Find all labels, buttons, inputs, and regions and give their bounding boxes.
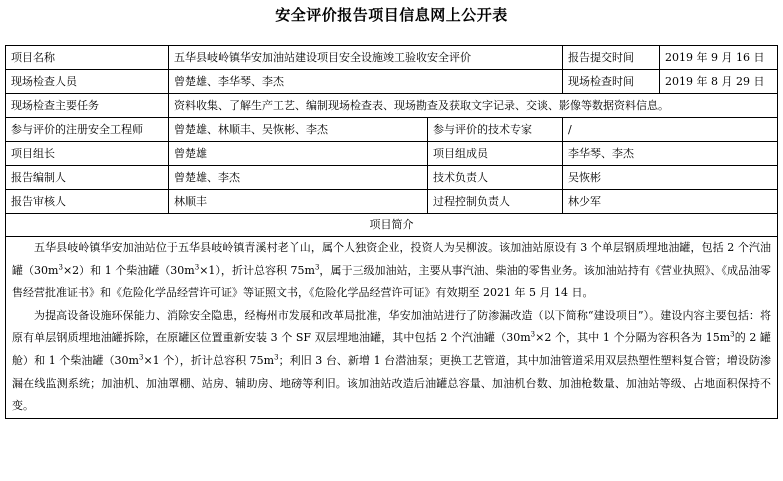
reviewer-value: 林顺丰 [169,190,428,214]
author-label: 报告编制人 [6,166,169,190]
text-run: 的 2 罐舱）和 1 个柴油罐（30m [12,331,771,367]
process-label: 过程控制负责人 [428,190,563,214]
table-row [6,142,783,166]
superscript: 3 [314,262,320,271]
inspect-time-label: 现场检查时间 [563,70,660,94]
engineers-label: 参与评价的注册安全工程师 [6,118,169,142]
text-run: ，属于三级加油站，主要从事汽油、柴油的零售业务。该加油站持有《营业执照》、《成品油零售经营批准证书》和《危险化学品经营许可证》等证照文书，《危险化学品经营许可证》有效期至 2021 年 5 月 14 日。 [12,263,772,300]
text-run: 为提高设备设施环保能力、消除安全隐患，经梅州市发展和改革局批准，华安加油站进行了防渗漏改造（以下简称“建设项目”）。建设内容主要包括：将原有单层钢质埋地油罐拆除，在原罐区位置重新安装 3 个 SF 双层埋地油罐，其中包括 2 个汽油罐（30m [12,308,771,345]
text-run: ；利旧 3 台、新增 1 台潜油泵；更换工艺管道，其中加油管道采用双层热塑性塑料复合管；增设防渗漏在线监测系统；加油机、加油罩棚、站房、辅助房、地磅等利旧。该加油站改造后油罐总容量、加油机台数、加油枪数量、加油站等级、占地面积保持不变。 [12,353,772,413]
intro-paragraph [6,237,777,305]
submit-time-value: 2019 年 9 月 16 日 [660,46,778,70]
members-label: 项目组成员 [428,142,563,166]
experts-label: 参与评价的技术专家 [428,118,563,142]
table-row [6,46,783,70]
reviewer-label: 报告审核人 [6,190,169,214]
members-value: 李华琴、李杰 [563,142,778,166]
table-row [6,214,783,237]
info-table [5,45,783,419]
text-run: ×2）和 1 个柴油罐（30m [62,263,195,277]
table-row [6,94,783,118]
table-row [6,118,783,142]
leader-label: 项目组长 [6,142,169,166]
table-row [6,70,783,94]
engineers-value: 曾楚雄、林顺丰、吴恢彬、李杰 [169,118,428,142]
tech-value: 吴恢彬 [563,166,778,190]
text-run: ×1 个），折计总容积 75m [143,353,275,367]
inspect-time-value: 2019 年 8 月 29 日 [660,70,778,94]
text-run: ×2 个，其中 1 个分隔为容积各为 15m [535,331,731,345]
tasks-label: 现场检查主要任务 [6,94,169,118]
text-run: 五华县岐岭镇华安加油站位于五华县岐岭镇青溪村老丫山，属个人独资企业，投资人为吴柳波。该加油站原设有 3 个单层钢质埋地油罐，包括 2 个汽油罐（30m [12,241,771,277]
table-row [6,166,783,190]
intro-heading: 项目简介 [6,214,778,237]
superscript: 3 [274,353,279,362]
superscript: 3 [530,330,536,339]
text-run: ×1），折计总容积 75m [199,263,315,277]
inspectors-label: 现场检查人员 [6,70,169,94]
project-name-value: 五华县岐岭镇华安加油站建设项目安全设施竣工验收安全评价 [169,46,563,70]
table-row [6,190,783,214]
leader-value: 曾楚雄 [169,142,428,166]
process-value: 林少军 [563,190,778,214]
superscript: 3 [58,262,63,271]
superscript: 3 [138,353,144,362]
submit-time-label: 报告提交时间 [563,46,660,70]
project-name-label: 项目名称 [6,46,169,70]
experts-value: / [563,118,778,142]
document-title: 安全评价报告项目信息网上公开表 [275,6,508,24]
superscript: 3 [194,262,200,271]
author-value: 曾楚雄、李杰 [169,166,428,190]
intro-paragraph [6,305,777,418]
superscript: 3 [730,330,735,339]
intro-body [6,237,778,419]
tech-label: 技术负责人 [428,166,563,190]
table-row [6,237,783,419]
inspectors-value: 曾楚雄、李华琴、李杰 [169,70,563,94]
tasks-value: 资料收集、了解生产工艺、编制现场检查表、现场勘查及获取文字记录、交谈、影像等数据资料信息。 [169,94,778,118]
